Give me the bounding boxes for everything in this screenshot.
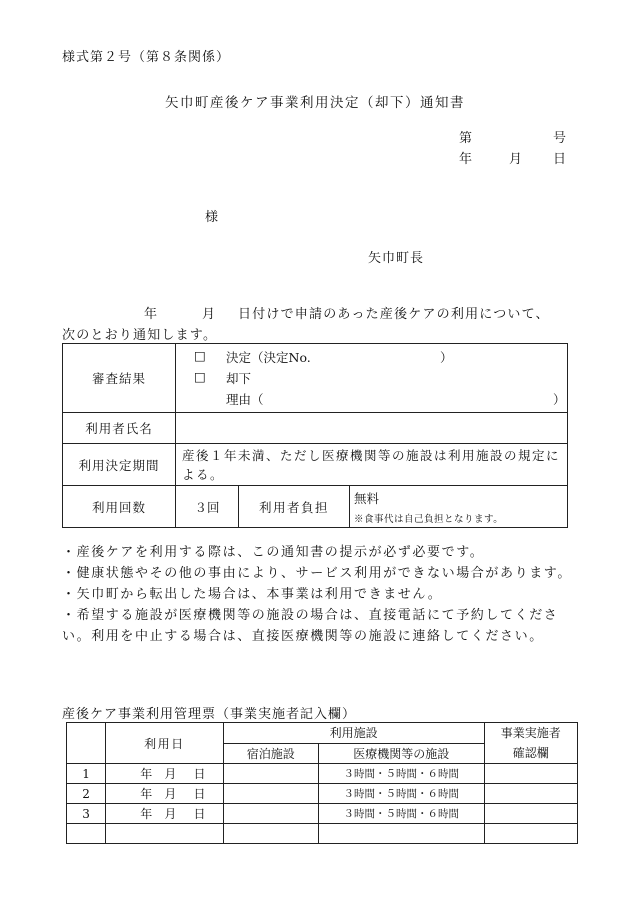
decision-label: 決定（決定No. bbox=[226, 350, 311, 365]
row-no: 2 bbox=[67, 784, 106, 804]
row-no bbox=[67, 824, 106, 844]
management-title: 産後ケア事業利用管理票（事業実施者記入欄） bbox=[62, 707, 357, 722]
usage-count-label: 利用回数 bbox=[63, 486, 176, 528]
usage-count-value: ３回 bbox=[176, 486, 239, 528]
recipient-suffix: 様 bbox=[205, 210, 219, 225]
intro-line-2: 次のとおり通知します。 bbox=[62, 328, 218, 343]
row-year: 年 bbox=[106, 764, 153, 784]
note-item: ・矢巾町から転出した場合は、本事業は利用できません。 bbox=[62, 587, 443, 602]
user-burden-cell bbox=[350, 486, 568, 528]
user-name-label: 利用者氏名 bbox=[63, 413, 176, 444]
row-stay[interactable] bbox=[223, 804, 318, 824]
mgmt-medical-header: 医療機関等の施設 bbox=[318, 743, 484, 764]
doc-number-go: 号 bbox=[553, 131, 567, 146]
user-burden-note: ※食事代は自己負担となります。 bbox=[354, 514, 504, 525]
decision-checkbox[interactable]: □ bbox=[194, 348, 206, 363]
row-day: 日 bbox=[176, 764, 223, 784]
rejection-label: 却下 bbox=[226, 371, 252, 386]
notes bbox=[62, 542, 582, 647]
form-number: 様式第２号（第８条関係） bbox=[62, 50, 231, 65]
row-date[interactable] bbox=[106, 824, 223, 844]
row-stay[interactable] bbox=[223, 824, 318, 844]
table-row bbox=[67, 824, 578, 844]
row-confirm[interactable] bbox=[484, 764, 577, 784]
row-month: 月 bbox=[152, 784, 176, 804]
user-name-value[interactable] bbox=[176, 413, 568, 444]
table-row bbox=[67, 764, 578, 784]
user-burden-value: 無料 bbox=[354, 491, 380, 506]
row-no: 1 bbox=[67, 764, 106, 784]
row-confirm[interactable] bbox=[484, 784, 577, 804]
row-no: 3 bbox=[67, 804, 106, 824]
review-result-cell bbox=[176, 344, 568, 413]
reason-open: 理由（ bbox=[226, 392, 264, 407]
mgmt-confirm-header bbox=[484, 723, 577, 764]
document-title: 矢巾町産後ケア事業利用決定（却下）通知書 bbox=[165, 95, 465, 111]
mgmt-facility-header: 利用施設 bbox=[223, 723, 484, 744]
period-value: 産後１年未満、ただし医療機関等の施設は利用施設の規定による。 bbox=[176, 444, 568, 486]
row-month: 月 bbox=[152, 764, 176, 784]
row-confirm[interactable] bbox=[484, 804, 577, 824]
note-item: ・健康状態やその他の事由により、サービス利用ができない場合があります。 bbox=[62, 566, 572, 581]
row-medical[interactable] bbox=[318, 824, 484, 844]
row-stay[interactable] bbox=[223, 764, 318, 784]
review-result-label: 審査結果 bbox=[63, 344, 176, 413]
table-row bbox=[67, 784, 578, 804]
date-day: 日 bbox=[553, 152, 567, 167]
mgmt-no-header bbox=[67, 723, 106, 764]
intro-text: 日付けで申請のあった産後ケアの利用について、 bbox=[238, 307, 550, 322]
row-confirm[interactable] bbox=[484, 824, 577, 844]
doc-number-dai: 第 bbox=[459, 131, 473, 146]
row-medical: ３時間・５時間・６時間 bbox=[318, 784, 484, 804]
intro-month: 月 bbox=[202, 307, 217, 322]
row-medical: ３時間・５時間・６時間 bbox=[318, 764, 484, 784]
row-day: 日 bbox=[176, 784, 223, 804]
reason-close: ） bbox=[553, 392, 566, 407]
user-burden-label: 利用者負担 bbox=[239, 486, 350, 528]
intro-year: 年 bbox=[144, 307, 159, 322]
decision-close: ） bbox=[440, 350, 453, 365]
mgmt-confirm-header-2: 確認欄 bbox=[512, 746, 549, 760]
sender-mayor: 矢巾町長 bbox=[368, 251, 425, 266]
note-item: ・希望する施設が医療機関等の施設の場合は、直接電話にて予約してください。利用を中止する場合は、直接医療機関等の施設に連絡してください。 bbox=[62, 608, 559, 644]
period-label: 利用決定期間 bbox=[63, 444, 176, 486]
result-table bbox=[62, 343, 568, 528]
mgmt-stay-header: 宿泊施設 bbox=[223, 743, 318, 764]
row-day: 日 bbox=[176, 804, 223, 824]
row-year: 年 bbox=[106, 804, 153, 824]
date-year: 年 bbox=[459, 152, 473, 167]
row-medical: ３時間・５時間・６時間 bbox=[318, 804, 484, 824]
management-table bbox=[66, 722, 578, 844]
rejection-checkbox[interactable]: □ bbox=[194, 369, 206, 384]
date-month: 月 bbox=[509, 152, 523, 167]
row-month: 月 bbox=[152, 804, 176, 824]
note-item: ・産後ケアを利用する際は、この通知書の提示が必ず必要です。 bbox=[62, 545, 485, 560]
row-stay[interactable] bbox=[223, 784, 318, 804]
table-row bbox=[67, 804, 578, 824]
row-year: 年 bbox=[106, 784, 153, 804]
mgmt-date-header: 利用日 bbox=[106, 723, 223, 764]
mgmt-confirm-header-1: 事業実施者 bbox=[500, 726, 561, 740]
